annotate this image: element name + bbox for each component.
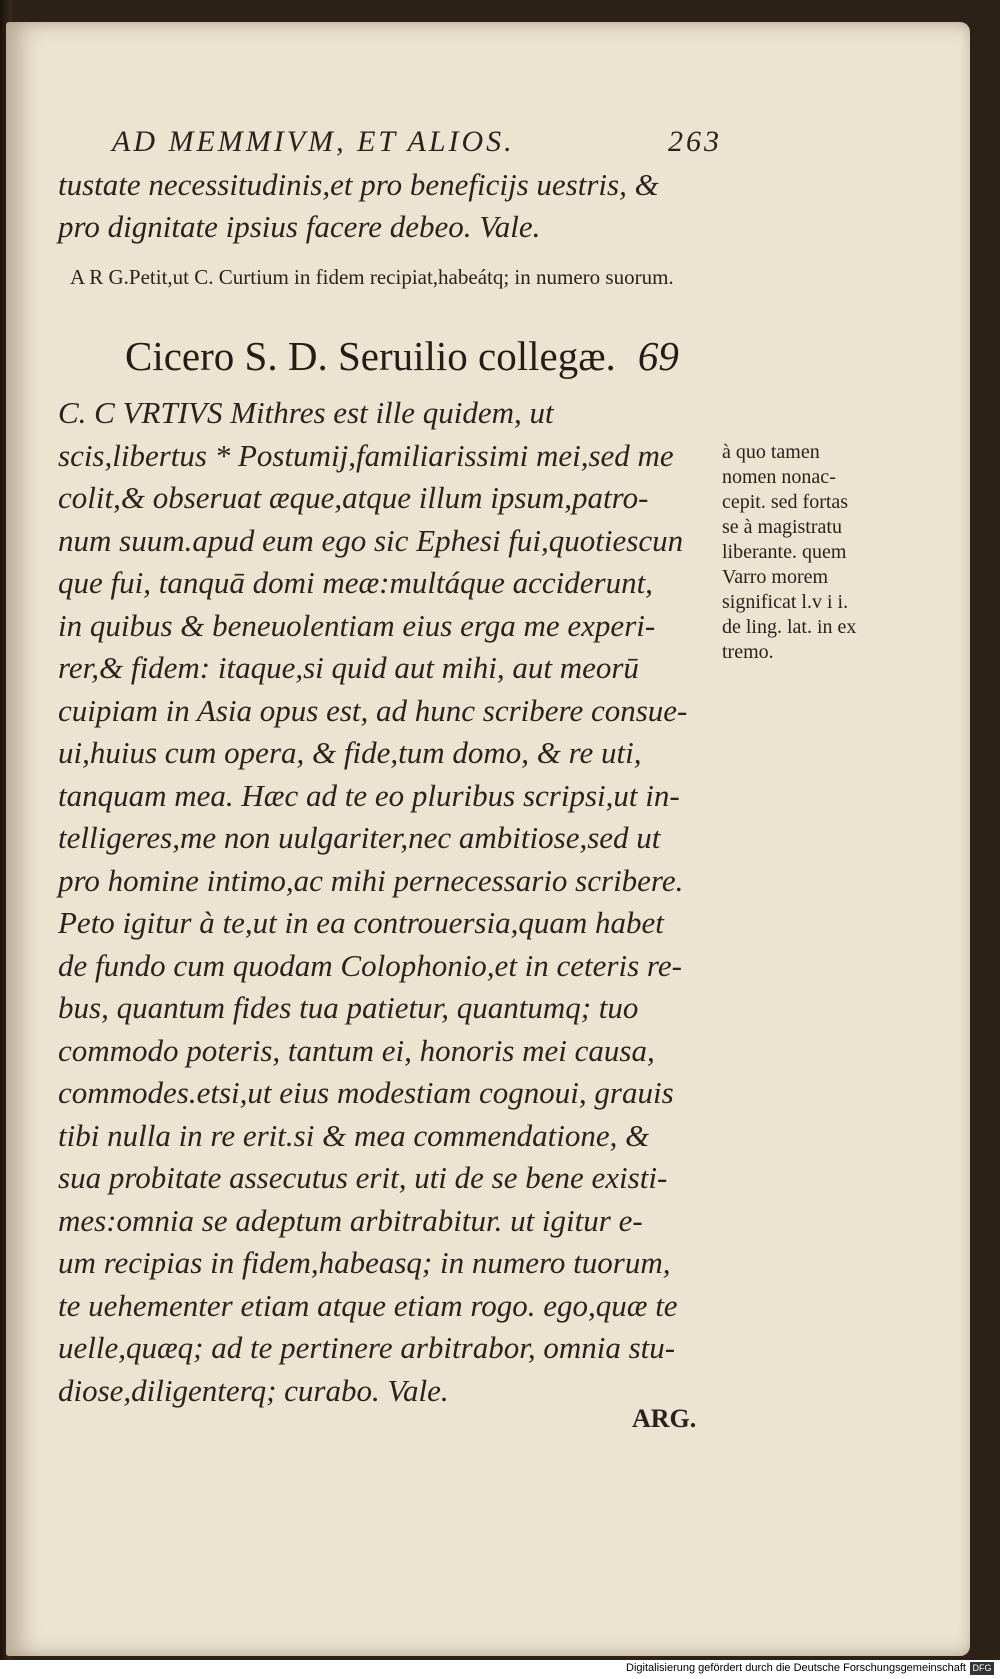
body-line: commodes.etsi,ut eius modestiam cognoui, grauis [58, 1075, 674, 1110]
page-number: 263 [668, 125, 722, 158]
body-line: um recipias in fidem,habeasq; in numero tuorum, [58, 1245, 671, 1280]
body-line: tibi nulla in re erit.si & mea commendatione, & [58, 1118, 650, 1153]
body-line: C. C VRTIVS Mithres est ille quidem, ut [58, 395, 554, 430]
text-line: pro dignitate ipsius facere debeo. Vale. [58, 209, 541, 244]
running-head [112, 125, 722, 169]
margin-note-line: à quo tamen [722, 441, 820, 463]
body-line: pro homine intimo,ac mihi pernecessario scribere. [58, 863, 684, 898]
body-line: sua probitate assecutus erit, uti de se bene existi- [58, 1160, 668, 1195]
margin-note-line: cepit. sed fortas [722, 491, 849, 513]
body-line: Peto igitur à te,ut in ea controuersia,quam habet [58, 905, 664, 940]
body-line: que fui, tanquā domi meæ:multáque acciderunt, [58, 565, 653, 600]
margin-note [722, 440, 902, 665]
running-head-title: AD MEMMIVM, ET ALIOS. [112, 125, 515, 158]
footer-credit: Digitalisierung gefördert durch die Deutsche Forschungsgemeinschaft [626, 1662, 966, 1674]
body-line: commodo poteris, tantum ei, honoris mei causa, [58, 1033, 655, 1068]
letter-number: 69 [637, 333, 679, 379]
body-line: telligeres,me non uulgariter,nec ambitiose,sed ut [58, 820, 661, 855]
body-line: colit,& obseruat æque,atque illum ipsum,patro- [58, 480, 649, 515]
margin-note-line: tremo. [722, 641, 774, 663]
body-line: cuipiam in Asia opus est, ad hunc scribere consue- [58, 693, 688, 728]
body-line: uelle,quæq; ad te pertinere arbitrabor, omnia stu- [58, 1330, 676, 1365]
body-line: scis,libertus * Postumij,familiarissimi mei,sed me [58, 438, 674, 473]
margin-note-line: de ling. lat. in ex [722, 616, 857, 638]
body-line: rer,& fidem: itaque,si quid aut mihi, aut meorū [58, 650, 639, 685]
body-line: de fundo cum quodam Colophonio,et in ceteris re- [58, 948, 682, 983]
letter-title [125, 332, 725, 380]
body-line: bus, quantum fides tua patietur, quantumq; tuo [58, 990, 639, 1025]
body-line: ui,huius cum opera, & fide,tum domo, & re uti, [58, 735, 642, 770]
body-line: in quibus & beneuolentiam eius erga me experi- [58, 608, 656, 643]
body-line: mes:omnia se adeptum arbitrabitur. ut igitur e- [58, 1203, 643, 1238]
body-line: num suum.apud eum ego sic Ephesi fui,quotiescun [58, 523, 684, 558]
argument-summary: A R G.Petit,ut C. Curtium in fidem recipiat,habeátq; in numero suorum. [70, 265, 674, 289]
dfg-logo-icon: DFG [970, 1662, 994, 1675]
text-line: tustate necessitudinis,et pro beneficijs uestris, & [58, 167, 659, 202]
letter-title-text: Cicero S. D. Seruilio collegæ. [125, 333, 616, 379]
margin-note-line: Varro morem [722, 566, 829, 588]
margin-note-line: nomen nonac- [722, 466, 836, 488]
margin-note-line: se à magistratu [722, 516, 842, 538]
margin-note-line: liberante. quem [722, 541, 847, 563]
body-line: tanquam mea. Hæc ad te eo pluribus scripsi,ut in- [58, 778, 680, 813]
catchword: ARG. [632, 1404, 697, 1433]
body-line: diose,diligenterq; curabo. Vale. [58, 1373, 449, 1408]
body-line: te uehementer etiam atque etiam rogo. ego,quæ te [58, 1288, 678, 1323]
margin-note-line: significat l.v i i. [722, 591, 849, 613]
